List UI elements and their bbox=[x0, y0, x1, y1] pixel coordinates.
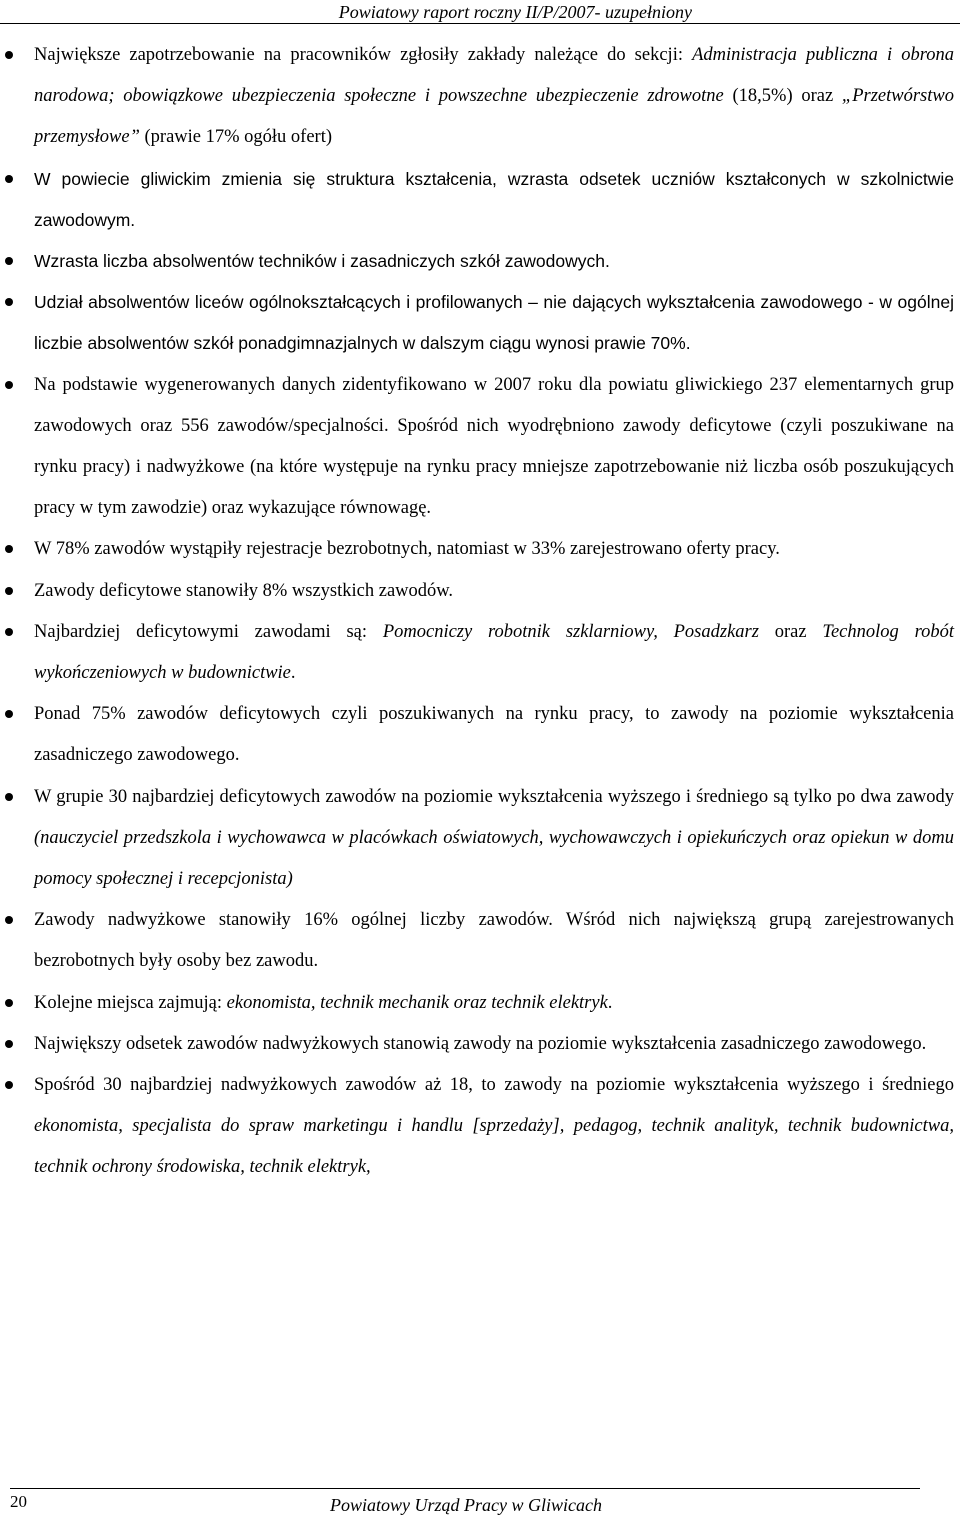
bullet-text: Kolejne miejsca zajmują: bbox=[34, 992, 227, 1013]
bullet-text: Wzrasta liczba absolwentów techników i zasadniczych szkół zawodowych. bbox=[34, 251, 610, 272]
bullet-text: (prawie 17% ogółu ofert) bbox=[139, 127, 333, 148]
bullet-text: Ponad 75% zawodów deficytowych czyli poszukiwanych na rynku pracy, to zawody na poziomie wykształcenia zasadniczego zawodowego. bbox=[34, 704, 954, 766]
bullet-item bbox=[0, 694, 960, 776]
bullet-text: oraz bbox=[758, 621, 823, 642]
header-rule bbox=[0, 23, 960, 24]
bullet-text: Najbardziej deficytowymi zawodami są: bbox=[34, 621, 383, 642]
bullet-item bbox=[0, 1024, 960, 1065]
page-number: 20 bbox=[10, 1492, 27, 1511]
bullet-text: Zawody deficytowe stanowiły 8% wszystkich zawodów. bbox=[34, 580, 454, 601]
bullet-text: Na podstawie wygenerowanych danych zidentyfikowano w 2007 roku dla powiatu gliwickiego 237 elementarnych grup zawodowych oraz 556 zawodów/specjalności. Spośród nich wyodrębniono zawody deficytowe (czyli poszukiwane na rynku pracy) i nadwyżkowe (na które występuje na rynku pracy mniejsze zapotrzebowanie niż liczba osób poszukujących pracy w tym zawodzie) oraz wykazujące równowagę. bbox=[34, 374, 954, 519]
bullet-item bbox=[0, 571, 960, 612]
bullet-item bbox=[0, 983, 960, 1024]
page-content bbox=[0, 35, 960, 1189]
bullet-item bbox=[0, 159, 960, 241]
bullet-item bbox=[0, 282, 960, 364]
bullet-text: Udział absolwentów liceów ogólnokształcących i profilowanych – nie dających wykształcenia zawodowego - w ogólnej liczbie absolwentów szkół ponadgimnazjalnych w dalszym ciągu wynosi prawie 70%. bbox=[34, 292, 954, 354]
bullet-text: . bbox=[607, 992, 613, 1013]
bullet-text: Spośród 30 najbardziej nadwyżkowych zawodów aż 18, to zawody na poziomie wykształcenia wyższego i średniego bbox=[34, 1075, 954, 1096]
bullet-item bbox=[0, 529, 960, 570]
bullet-list bbox=[0, 35, 960, 1189]
bullet-text: . bbox=[290, 663, 296, 684]
page-header bbox=[0, 0, 960, 24]
bullet-item bbox=[0, 241, 960, 282]
bullet-italic-text: „Przetwórstwo przemysłowe” bbox=[34, 86, 954, 148]
bullet-text: Największe zapotrzebowanie na pracowników zgłosiły zakłady należące do sekcji: bbox=[34, 45, 693, 65]
bullet-italic-text: Administracja publiczna i obrona narodowa; obowiązkowe ubezpieczenia społeczne i powszechne ubezpieczenie zdrowotne bbox=[34, 45, 954, 107]
bullet-text: Zawody nadwyżkowe stanowiły 16% ogólnej liczby zawodów. Wśród nich największą grupą zarejestrowanych bezrobotnych były osoby bez zawodu. bbox=[34, 910, 954, 972]
bullet-text: W powiecie gliwickim zmienia się struktura kształcenia, wzrasta odsetek uczniów kształconych w szkolnictwie zawodowym. bbox=[34, 168, 954, 230]
bullet-item bbox=[0, 1065, 960, 1189]
bullet-item bbox=[0, 35, 960, 159]
bullet-text: W 78% zawodów wystąpiły rejestracje bezrobotnych, natomiast w 33% zarejestrowano oferty pracy. bbox=[34, 539, 780, 560]
bullet-item bbox=[0, 365, 960, 530]
bullet-text: W grupie 30 najbardziej deficytowych zawodów na poziomie wykształcenia wyższego i średniego są tylko po dwa zawody bbox=[34, 786, 954, 807]
page-footer bbox=[0, 1482, 960, 1516]
footer-institution: Powiatowy Urząd Pracy w Gliwicach bbox=[330, 1495, 602, 1515]
bullet-text: (18,5%) oraz bbox=[723, 86, 842, 107]
bullet-italic-text: Pomocniczy robotnik szklarniowy, Posadzkarz bbox=[382, 621, 759, 642]
bullet-item bbox=[0, 777, 960, 901]
bullet-item bbox=[0, 612, 960, 694]
bullet-text: Największy odsetek zawodów nadwyżkowych stanowią zawody na poziomie wykształcenia zasadniczego zawodowego. bbox=[34, 1033, 927, 1054]
bullet-italic-text: ekonomista, technik mechanik oraz technik elektryk bbox=[226, 992, 608, 1013]
bullet-italic-text: Technolog robót wykończeniowych w budownictwie bbox=[34, 621, 954, 684]
bullet-italic-text: (nauczyciel przedszkola i wychowawca w placówkach oświatowych, wychowawczych i opiekuńczych oraz opiekun w domu pomocy społecznej i recepcjonista) bbox=[34, 827, 954, 890]
report-title: Powiatowy raport roczny II/P/2007- uzupełniony bbox=[338, 2, 692, 22]
footer-rule bbox=[10, 1488, 920, 1489]
bullet-italic-text: ekonomista, specjalista do spraw marketingu i handlu [sprzedaży], pedagog, technik analityk, technik budownictwa, technik ochrony środowiska, technik elektryk, bbox=[34, 1116, 954, 1178]
bullet-item bbox=[0, 900, 960, 982]
